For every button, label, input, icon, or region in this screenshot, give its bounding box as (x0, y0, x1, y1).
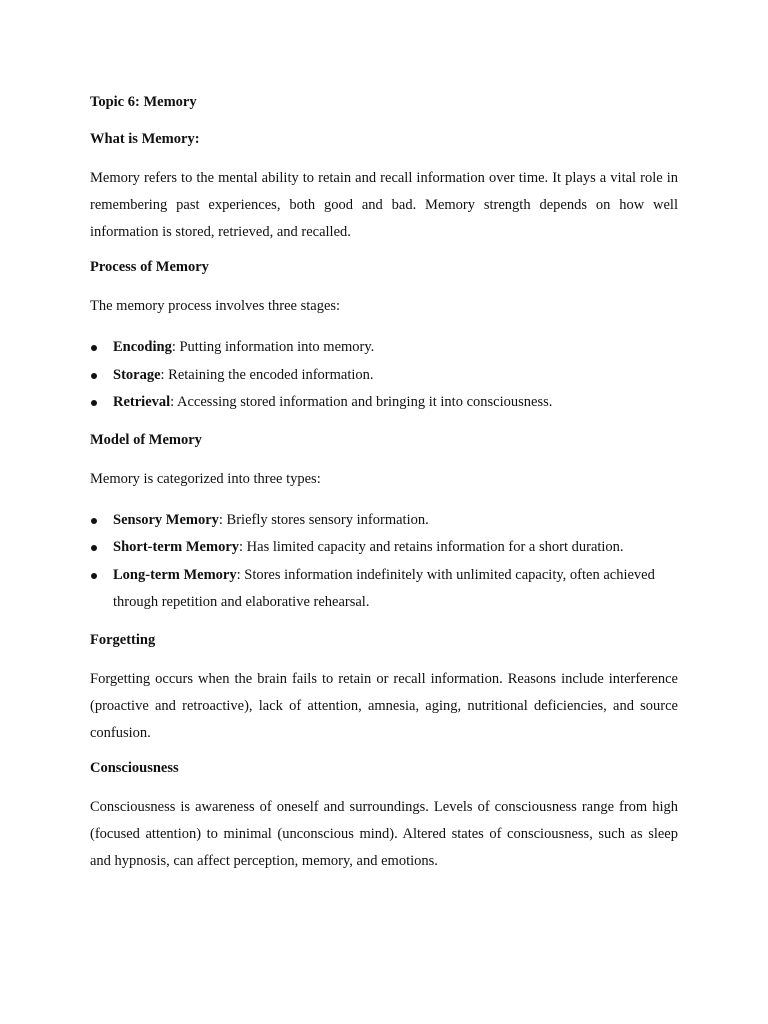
list-item-description: : Stores information indefinitely with unlimited capacity, often achieved through repetition and elaborative rehearsal. (113, 566, 655, 610)
list-item (90, 389, 678, 417)
list-item-description: : Accessing stored information and bringing it into consciousness. (170, 394, 553, 410)
section-heading-forgetting: Forgetting (90, 631, 156, 648)
paragraph-forgetting: Forgetting occurs when the brain fails to retain or recall information. Reasons include interference (proactive and retroactive), lack of attention, amnesia, aging, nutritional deficiencies, and source confusion. (90, 670, 678, 741)
list-item (90, 334, 678, 362)
list-item-term: Sensory Memory (113, 511, 219, 528)
document-page (90, 91, 678, 885)
bullet-icon (91, 400, 97, 406)
list-item (90, 507, 678, 535)
bullet-icon (91, 518, 97, 524)
list-item-term: Retrieval (113, 394, 171, 410)
list-item-description: : Retaining the encoded information. (160, 366, 374, 383)
list-item-description: : Has limited capacity and retains information for a short duration. (239, 539, 624, 555)
section-heading-what-is-memory: What is Memory: (90, 131, 200, 147)
list-item (90, 362, 678, 390)
list-item-term: Short-term Memory (113, 539, 240, 555)
list-item-description: : Briefly stores sensory information. (218, 511, 429, 528)
section-heading-process-of-memory: Process of Memory (90, 259, 209, 275)
section-heading-consciousness: Consciousness (90, 759, 179, 776)
bullet-icon (91, 345, 97, 351)
paragraph-model-intro: Memory is categorized into three types: (90, 470, 321, 487)
process-stages-list (90, 334, 678, 417)
list-item-term: Long-term Memory (113, 566, 237, 583)
bullet-icon (91, 573, 97, 579)
paragraph-process-intro: The memory process involves three stages: (90, 298, 341, 314)
memory-types-list (90, 507, 678, 617)
list-item-description: : Putting information into memory. (171, 339, 375, 355)
list-item (90, 534, 678, 562)
bullet-icon (91, 373, 97, 379)
document-title: Topic 6: Memory (90, 94, 197, 110)
bullet-icon (91, 545, 97, 551)
list-item (90, 562, 678, 617)
list-item-term: Encoding (113, 339, 172, 355)
paragraph-what-is-memory: Memory refers to the mental ability to retain and recall information over time. It plays a vital role in remembering past experiences, both good and bad. Memory strength depends on how well information is stored, retrieved, and recalled. (90, 170, 678, 240)
section-heading-model-of-memory: Model of Memory (90, 431, 202, 448)
list-item-term: Storage (113, 366, 161, 383)
paragraph-consciousness: Consciousness is awareness of oneself and surroundings. Levels of consciousness range from high (focused attention) to minimal (unconscious mind). Altered states of consciousness, such as sleep and hypnosis, can affect perception, memory, and emotions. (90, 798, 678, 869)
